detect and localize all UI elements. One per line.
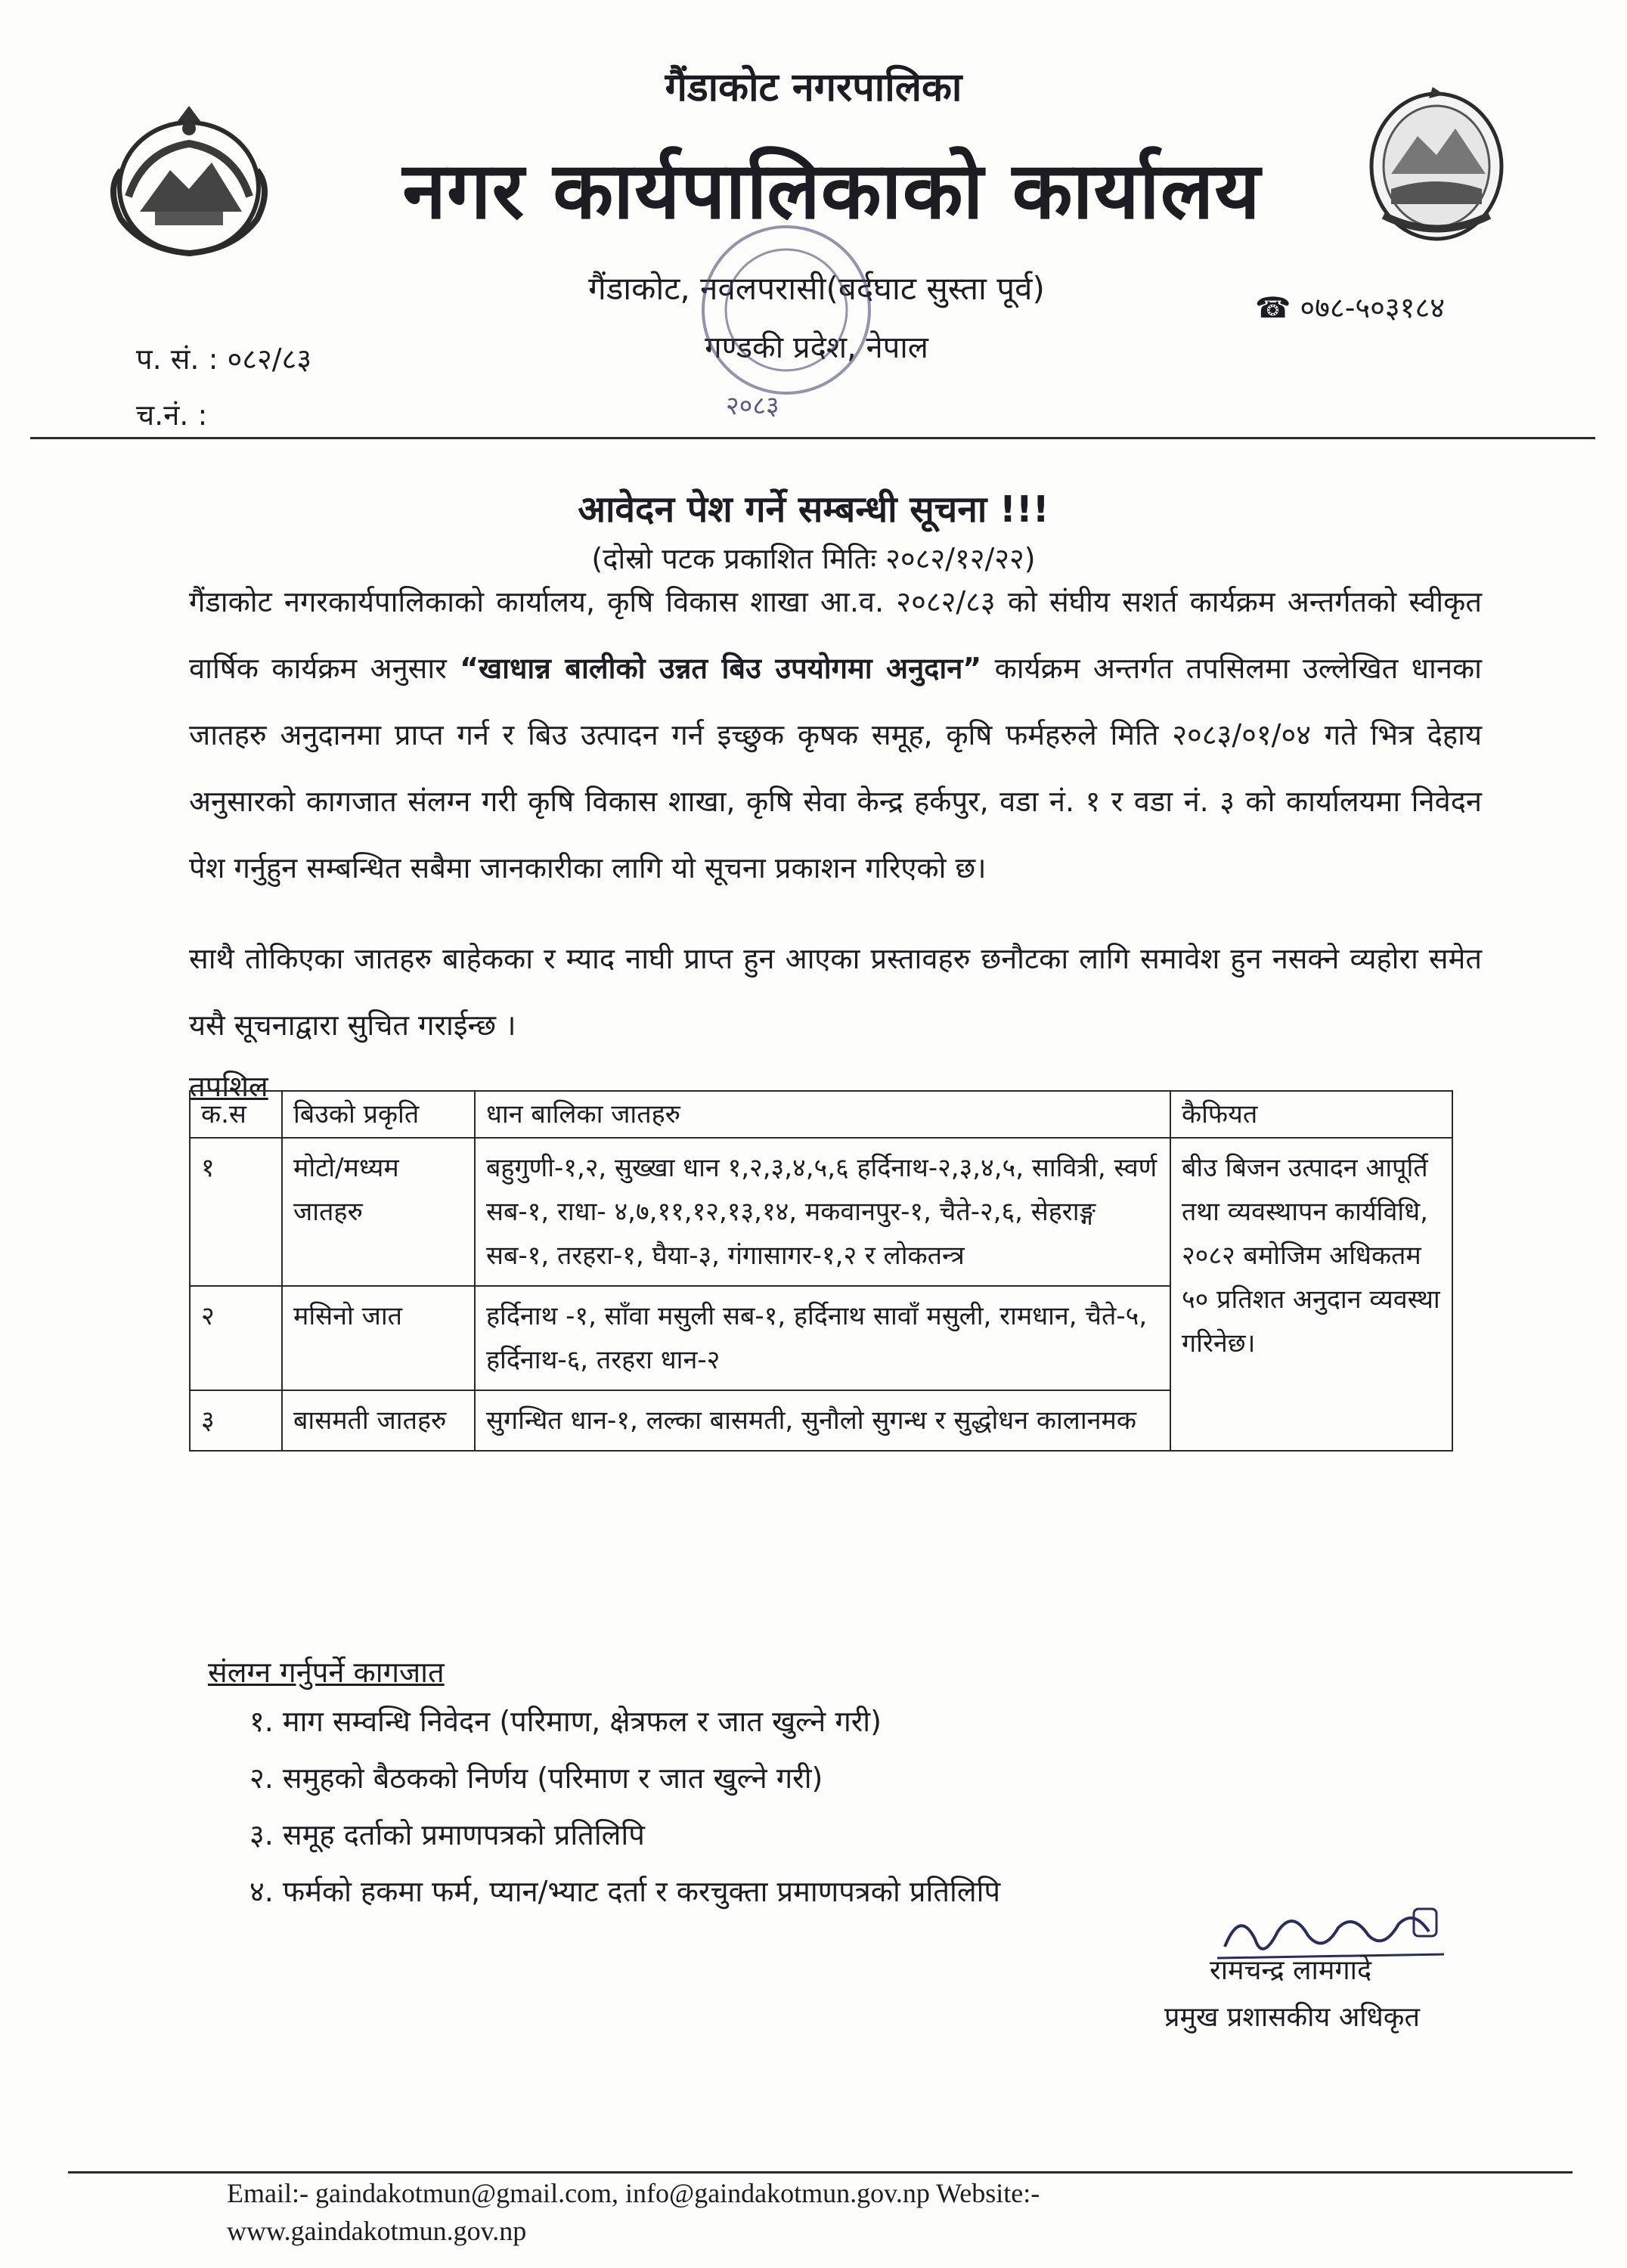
notice-title: आवेदन पेश गर्ने सम्बन्धी सूचना !!! — [578, 488, 1049, 531]
footer-website: www.gaindakotmun.gov.np — [227, 2216, 527, 2246]
documents-list — [249, 1693, 1000, 1920]
office-province: गण्डकी प्रदेश, नेपाल — [705, 330, 928, 365]
office-stamp — [673, 219, 900, 423]
office-title: नगर कार्यपालिकाको कार्यालय — [402, 144, 1261, 237]
row-seed-type: बासमती जातहरु — [282, 1390, 475, 1451]
column-header-varieties: धान बालिका जातहरु — [475, 1091, 1170, 1138]
footer-divider — [68, 2171, 1573, 2174]
phone-number: ☎ ०७८-५०३१८४ — [1255, 291, 1445, 324]
schedule-table — [189, 1090, 1453, 1452]
row-seed-type: मोटो/मध्यम जातहरु — [282, 1138, 475, 1286]
program-name: “खाधान्न बालीको उन्नत बिउ उपयोगमा अनुदान” — [460, 652, 982, 685]
row-varieties: बहुगुणी-१,२, सुख्खा धान १,२,३,४,५,६ हर्दिनाथ-२,३,४,५, सावित्री, स्वर्ण सब-१, राधा- ४,७,११,१२,१३,१४, मकवानपुर-१, चैते-२,६, सेहराङ्ग सब-१, तरहरा-१, घैया-३, गंगासागर-१,२ र लोकतन्त्र — [475, 1138, 1170, 1286]
fiscal-year-number: प. सं. : ०८२/८३ — [136, 342, 312, 376]
list-item: १. माग सम्वन्धि निवेदन (परिमाण, क्षेत्रफल र जात खुल्ने गरी) — [249, 1705, 882, 1738]
table-row — [190, 1138, 1452, 1286]
stamp-year: २०८३ — [726, 391, 779, 421]
notice-paragraph-2: साथै तोकिएका जातहरु बाहेकका र म्याद नाघी प्राप्त हुन आएका प्रस्तावहरु छनौटका लागि समावेश हुन नसक्ने व्यहोरा समेत यसै सूचनाद्वारा सुचित गराईन्छ । — [189, 942, 1482, 1042]
office-address: गैंडाकोट, नवलपरासी(बर्दघाट सुस्ता पूर्व) — [588, 270, 1045, 307]
column-header-sn: क.स — [190, 1091, 282, 1138]
header-divider — [30, 437, 1595, 439]
nepal-government-emblem — [98, 98, 280, 272]
column-header-seed-type: बिउको प्रकृति — [282, 1091, 475, 1138]
paragraph-1-body: कार्यक्रम अन्तर्गत तपसिलमा उल्लेखित धानका जातहरु अनुदानमा प्राप्त गर्न र बिउ उत्पादन गर्न इच्छुक कृषक समूह, कृषि फर्महरुले मिति २०८३/०१/०४ गते भित्र देहाय अनुसारको कागजात संलग्न गरी कृषि विकास शाखा, कृषि सेवा केन्द्र हर्कपुर, वडा नं. १ र वडा नं. ३ को कार्यालयमा निवेदन पेश गर्नुहुन सम्बन्धित सबैमा जानकारीका लागि यो सूचना प्रकाशन गरिएको छ। — [189, 652, 1483, 885]
row-sn: ३ — [190, 1390, 282, 1451]
municipality-name: गैंडाकोट नगरपालिका — [665, 65, 962, 110]
row-seed-type: मसिनो जात — [282, 1286, 475, 1390]
footer-contact: Email:- gaindakotmun@gmail.com, info@gaindakotmun.gov.np Website:- — [227, 2178, 1040, 2208]
remarks-cell: बीउ बिजन उत्पादन आपूर्ति तथा व्यवस्थापन कार्यविधि, २०८२ बमोजिम अधिकतम ५० प्रतिशत अनुदान व्यवस्था गरिनेछ। — [1170, 1138, 1452, 1451]
row-varieties: सुगन्धित धान-१, लल्का बासमती, सुनौलो सुगन्ध र सुद्धोधन कालानमक — [475, 1390, 1170, 1451]
documents-heading: संलग्न गर्नुपर्ने कागजात — [208, 1656, 445, 1689]
signatory-title: प्रमुख प्रशासकीय अधिकृत — [1164, 2002, 1420, 2033]
table-header-row — [190, 1091, 1452, 1138]
column-header-remarks: कैफियत — [1170, 1091, 1452, 1138]
signatory-name: रामचन्द्र लामगादे — [1210, 1955, 1372, 1986]
row-varieties: हर्दिनाथ -१, साँवा मसुली सब-१, हर्दिनाथ सावाँ मसुली, रामधान, चैते-५, हर्दिनाथ-६, तरहरा धान-२ — [475, 1286, 1170, 1390]
schedule-heading: तपशिल — [189, 1070, 268, 1103]
list-item: २. समुहको बैठकको निर्णय (परिमाण र जात खुल्ने गरी) — [249, 1761, 823, 1795]
paragraph-1-intro: गैंडाकोट नगरकार्यपालिकाको कार्यालय, कृषि विकास शाखा आ.व. २०८२/८३ को संघीय सशर्त कार्यक्रम अन्तर्गतको स्वीकृत वार्षिक कार्यक्रम अनुसार — [189, 585, 1482, 685]
row-sn: १ — [190, 1138, 282, 1286]
notice-paragraph-1 — [189, 569, 1482, 901]
dispatch-number: च.नं. : — [136, 398, 208, 432]
list-item: ४. फर्मको हकमा फर्म, प्यान/भ्याट दर्ता र करचुक्ता प्रमाणपत्रको प्रतिलिपि — [249, 1875, 1001, 1908]
list-item: ३. समूह दर्ताको प्रमाणपत्रको प्रतिलिपि — [249, 1818, 645, 1851]
notice-subtitle: (दोस्रो पटक प्रकाशित मितिः २०८२/१२/२२) — [591, 542, 1036, 575]
row-sn: २ — [190, 1286, 282, 1390]
